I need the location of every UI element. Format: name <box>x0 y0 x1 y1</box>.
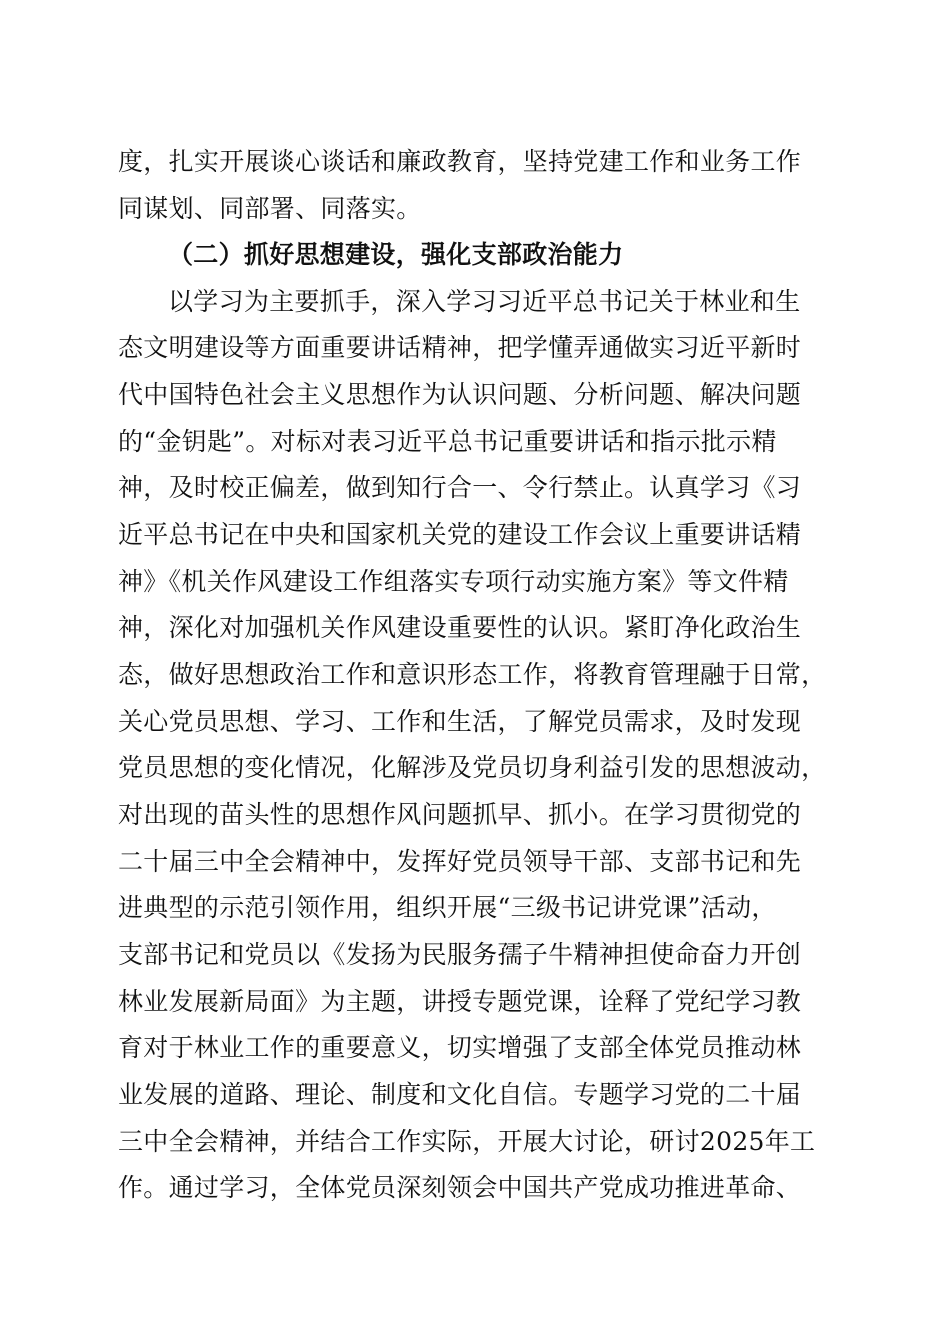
paragraph-line: 党员思想的变化情况，化解涉及党员切身利益引发的思想波动， <box>118 753 827 782</box>
paragraph-line: 对出现的苗头性的思想作风问题抓早、抓小。在学习贯彻党的 <box>118 800 802 829</box>
paragraph-line: 以学习为主要抓手，深入学习习近平总书记关于林业和生 <box>168 287 801 316</box>
paragraph-line: 三中全会精神，并结合工作实际，开展大讨论，研讨2025年工 <box>118 1127 816 1156</box>
paragraph-line: 态文明建设等方面重要讲话精神，把学懂弄通做实习近平新时 <box>118 333 802 362</box>
paragraph-line: 业发展的道路、理论、制度和文化自信。专题学习党的二十届 <box>118 1080 802 1109</box>
paragraph-line: 林业发展新局面》为主题，讲授专题党课，诠释了党纪学习教 <box>118 987 802 1016</box>
paragraph-line: 二十届三中全会精神中，发挥好党员领导干部、支部书记和先 <box>118 847 802 876</box>
paragraph-line: 态，做好思想政治工作和意识形态工作，将教育管理融于日常， <box>118 660 827 689</box>
paragraph-line: 神，及时校正偏差，做到知行合一、令行禁止。认真学习《习 <box>118 473 802 502</box>
paragraph-line: 同谋划、同部署、同落实。 <box>118 194 422 223</box>
paragraph-line: 代中国特色社会主义思想作为认识问题、分析问题、解决问题 <box>118 380 802 409</box>
paragraph-line: 神，深化对加强机关作风建设重要性的认识。紧盯净化政治生 <box>118 613 802 642</box>
paragraph-line: 神》《机关作风建设工作组落实专项行动实施方案》等文件精 <box>118 567 789 596</box>
section-heading: （二）抓好思想建设，强化支部政治能力 <box>168 240 624 269</box>
paragraph-line: 度，扎实开展谈心谈话和廉政教育，坚持党建工作和业务工作 <box>118 147 802 176</box>
paragraph-line: 支部书记和党员以《发扬为民服务孺子牛精神担使命奋力开创 <box>118 940 802 969</box>
paragraph-line: 的“金钥匙”。对标对表习近平总书记重要讲话和指示批示精 <box>118 427 777 456</box>
paragraph-line: 作。通过学习，全体党员深刻领会中国共产党成功推进革命、 <box>118 1173 802 1202</box>
paragraph-line: 育对于林业工作的重要意义，切实增强了支部全体党员推动林 <box>118 1033 802 1062</box>
paragraph-line: 近平总书记在中央和国家机关党的建设工作会议上重要讲话精 <box>118 520 802 549</box>
paragraph-line: 进典型的示范引领作用，组织开展“三级书记讲党课”活动， <box>118 893 777 922</box>
paragraph-line: 关心党员思想、学习、工作和生活，了解党员需求，及时发现 <box>118 707 802 736</box>
